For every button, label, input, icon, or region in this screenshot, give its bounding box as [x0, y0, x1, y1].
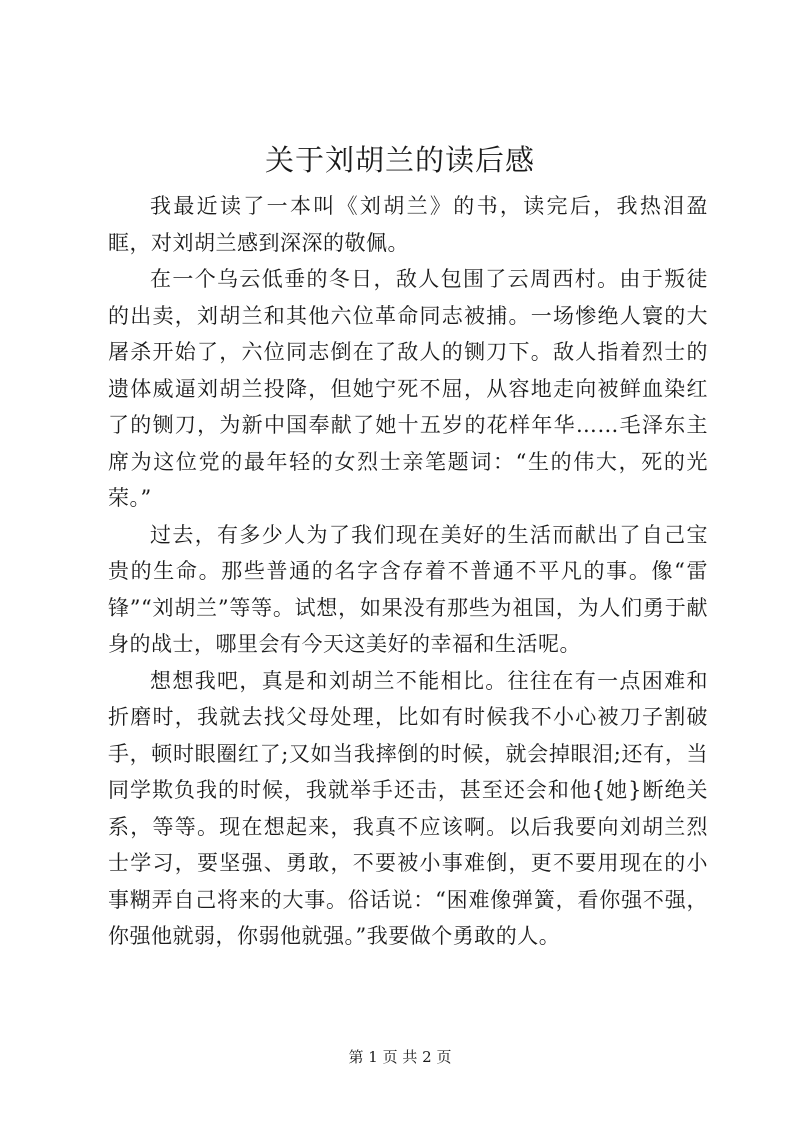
page-footer: 第 1 页 共 2 页 [348, 1048, 452, 1066]
document-body [108, 188, 708, 955]
paragraph-1: 我最近读了一本叫《刘胡兰》的书，读完后，我热泪盈眶，对刘胡兰感到深深的敬佩。 [108, 194, 708, 255]
paragraph-3: 过去，有多少人为了我们现在美好的生活而献出了自己宝贵的生命。那些普通的名字含存着不普通不平凡的事。像“雷锋”“刘胡兰”等等。试想，如果没有那些为祖国，为人们勇于献身的战士，哪里会有今天这美好的幸福和生活呢。 [108, 522, 708, 656]
paragraph-2: 在一个乌云低垂的冬日，敌人包围了云周西村。由于叛徒的出卖，刘胡兰和其他六位革命同志被捕。一场惨绝人寰的大屠杀开始了，六位同志倒在了敌人的铡刀下。敌人指着烈士的遗体威逼刘胡兰投降，但她宁死不屈，从容地走向被鲜血染红了的铡刀，为新中国奉献了她十五岁的花样年华……毛泽东主席为这位党的最年轻的女烈士亲笔题词：“生的伟大，死的光荣。” [108, 267, 708, 510]
document-title: 关于刘胡兰的读后感 [264, 143, 535, 177]
paragraph-4: 想想我吧，真是和刘胡兰不能相比。往往在有一点困难和折磨时，我就去找父母处理，比如有时候我不小心被刀子割破手，顿时眼圈红了;又如当我摔倒的时候，就会掉眼泪;还有，当同学欺负我的时候，我就举手还击，甚至还会和他{她}断绝关系，等等。现在想起来，我真不应该啊。以后我要向刘胡兰烈士学习，要坚强、勇敢，不要被小事难倒，更不要用现在的小事糊弄自己将来的大事。俗话说：“困难像弹簧，看你强不强，你强他就弱，你弱他就强。”我要做个勇敢的人。 [108, 668, 708, 948]
